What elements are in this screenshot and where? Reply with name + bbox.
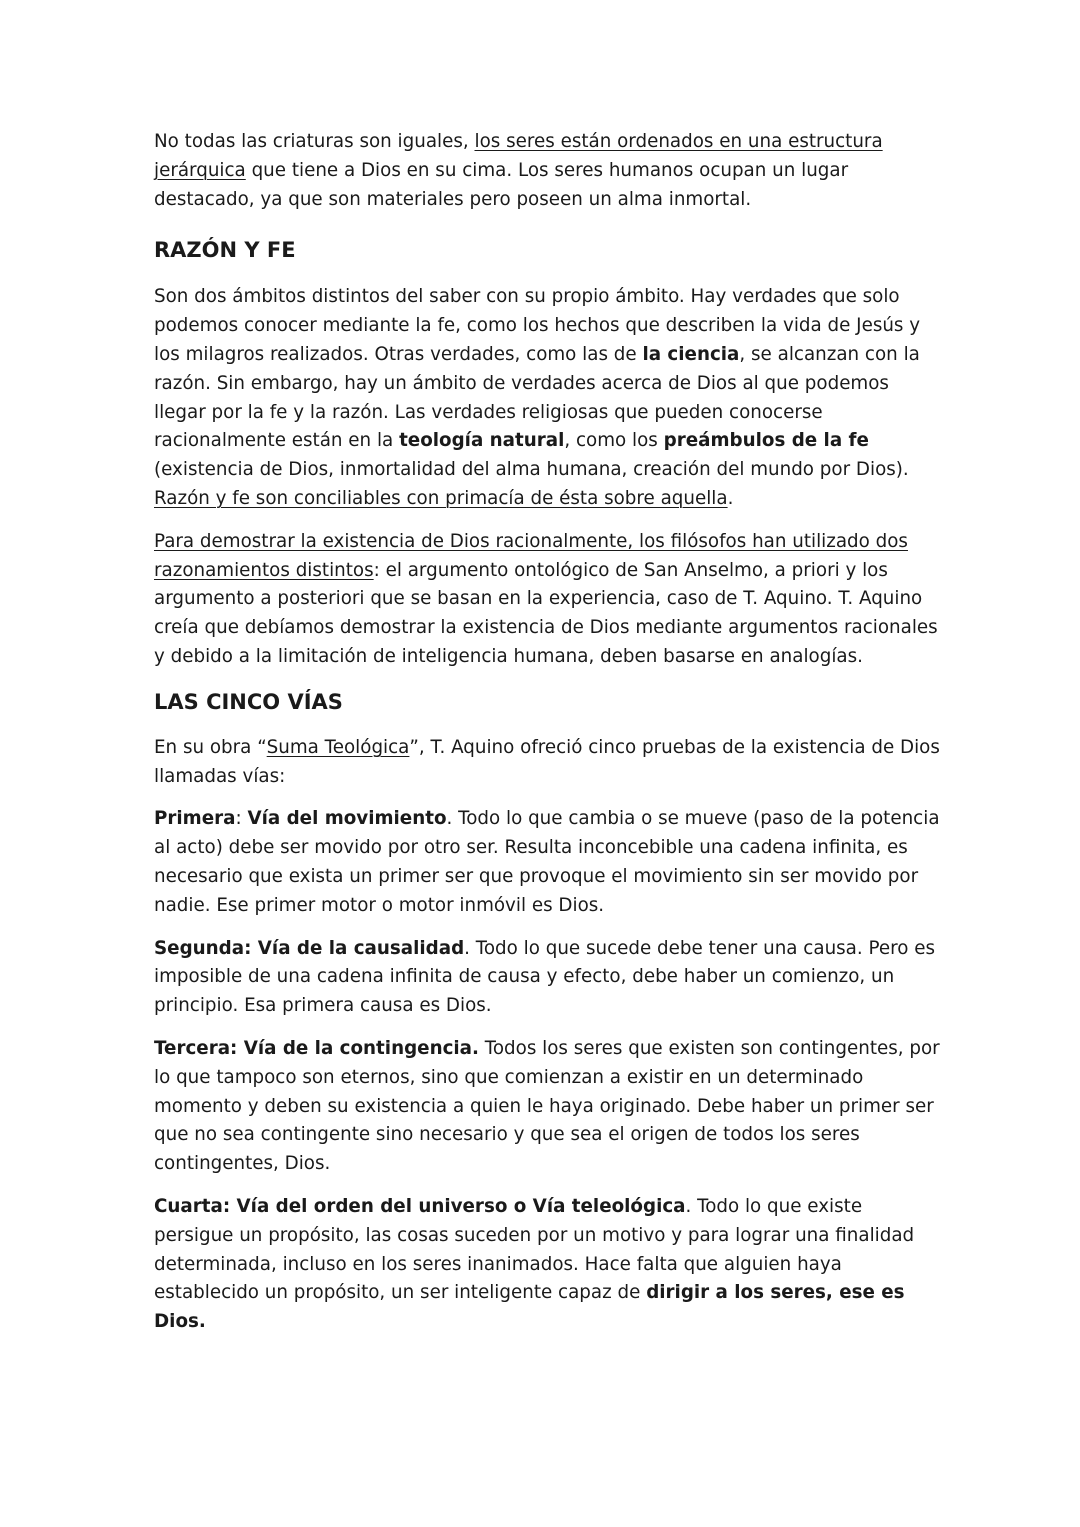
via-title: Vía del movimiento bbox=[247, 808, 447, 830]
underlined-razon-fe-conciliables: Razón y fe son conciliables con primacía de ésta sobre aquella bbox=[154, 487, 728, 509]
intro-underlined-text: los seres están ordenados en una estructura jerárquica bbox=[154, 131, 883, 181]
underlined-suma-teologica: Suma Teológica bbox=[266, 736, 410, 758]
document-page bbox=[154, 128, 944, 1351]
text-run: Son dos ámbitos distintos del saber con su propio ámbito. Hay verdades que solo podemos conocer mediante la fe, como los hechos que describen la vida de Jesús y los milagros realizados. Otras verdades, como las de bbox=[154, 286, 921, 365]
bold-dirigir-seres: dirigir a los seres, ese es Dios. bbox=[154, 1282, 905, 1333]
intro-text: No todas las criaturas son iguales, bbox=[154, 131, 475, 152]
via-cuarta bbox=[154, 1193, 944, 1337]
via-tercera bbox=[154, 1035, 944, 1179]
text-run: : el argumento ontológico de San Anselmo, a priori y los argumento a posteriori que se basan en la experiencia, caso de T. Aquino. T. Aquino creía que debíamos demostrar la existencia de Dios mediante argumentos racionales y debido a la limitación de inteligencia humana, deben basarse en analogías. bbox=[154, 559, 938, 667]
text-run: , se alcanzan con la razón. Sin embargo, hay un ámbito de verdades acerca de Dios al que podemos llegar por la fe y la razón. Las verdades religiosas que pueden conocerse racionalmente están en la bbox=[154, 343, 920, 452]
heading-cinco-vias: LAS CINCO VÍAS bbox=[154, 689, 343, 714]
text-run: , como los bbox=[564, 430, 664, 452]
intro-text-end: que tiene a Dios en su cima. Los seres humanos ocupan un lugar destacado, ya que son materiales pero poseen un alma inmortal. bbox=[154, 159, 849, 210]
text-run: . Todo lo que existe persigue un propósito, las cosas suceden por un motivo y para lograr una finalidad determinada, incluso en los seres inanimados. Hace falta que alguien haya establecido un propósito, un ser inteligente capaz de bbox=[154, 1195, 915, 1304]
razon-fe-paragraph-2 bbox=[154, 528, 944, 672]
bold-la-ciencia: la ciencia bbox=[642, 343, 740, 365]
text-run: . Todo lo que cambia o se mueve (paso de la potencia al acto) debe ser movido por otro ser. Resulta inconcebible una cadena infinita, es necesario que exista un primer ser que provoque el movimiento sin ser movido por nadie. Ese primer motor o motor inmóvil es Dios. bbox=[154, 808, 940, 916]
via-label: Segunda: Vía de la causalidad bbox=[154, 937, 465, 959]
text-run: ”, T. Aquino ofreció cinco pruebas de la existencia de Dios llamadas vías: bbox=[154, 736, 940, 787]
bold-preambulos-fe: preámbulos de la fe bbox=[663, 430, 869, 452]
via-primera bbox=[154, 805, 944, 920]
underlined-demostrar-existencia: Para demostrar la existencia de Dios racionalmente, los filósofos han utilizado dos razonamientos distintos bbox=[154, 530, 908, 581]
via-label: Cuarta: Vía del orden del universo o Vía teleológica bbox=[154, 1195, 686, 1217]
via-segunda bbox=[154, 935, 944, 1021]
text-run: (existencia de Dios, inmortalidad del alma humana, creación del mundo por Dios). bbox=[154, 459, 909, 481]
text-run: : bbox=[235, 808, 248, 830]
text-run: . bbox=[727, 487, 734, 509]
text-run: En su obra “ bbox=[154, 736, 267, 758]
intro-paragraph bbox=[154, 128, 944, 214]
via-label: Tercera: Vía de la contingencia. bbox=[154, 1037, 479, 1059]
bold-teologia-natural: teología natural bbox=[399, 430, 565, 452]
text-run: . Todo lo que sucede debe tener una causa. Pero es imposible de una cadena infinita de causa y efecto, debe haber un comienzo, un principio. Esa primera causa es Dios. bbox=[154, 937, 936, 1017]
via-label: Primera bbox=[154, 808, 236, 830]
text-run: Todos los seres que existen son contingentes, por lo que tampoco son eternos, sino que comienzan a existir en un determinado momento y deben su existencia a quien le haya originado. Debe haber un primer ser que no sea contingente sino necesario y que sea el origen de todos los seres contingentes, Dios. bbox=[154, 1037, 940, 1175]
heading-razon-y-fe: RAZÓN Y FE bbox=[154, 238, 296, 263]
cinco-vias-intro bbox=[154, 734, 944, 792]
razon-fe-paragraph-1 bbox=[154, 283, 944, 513]
